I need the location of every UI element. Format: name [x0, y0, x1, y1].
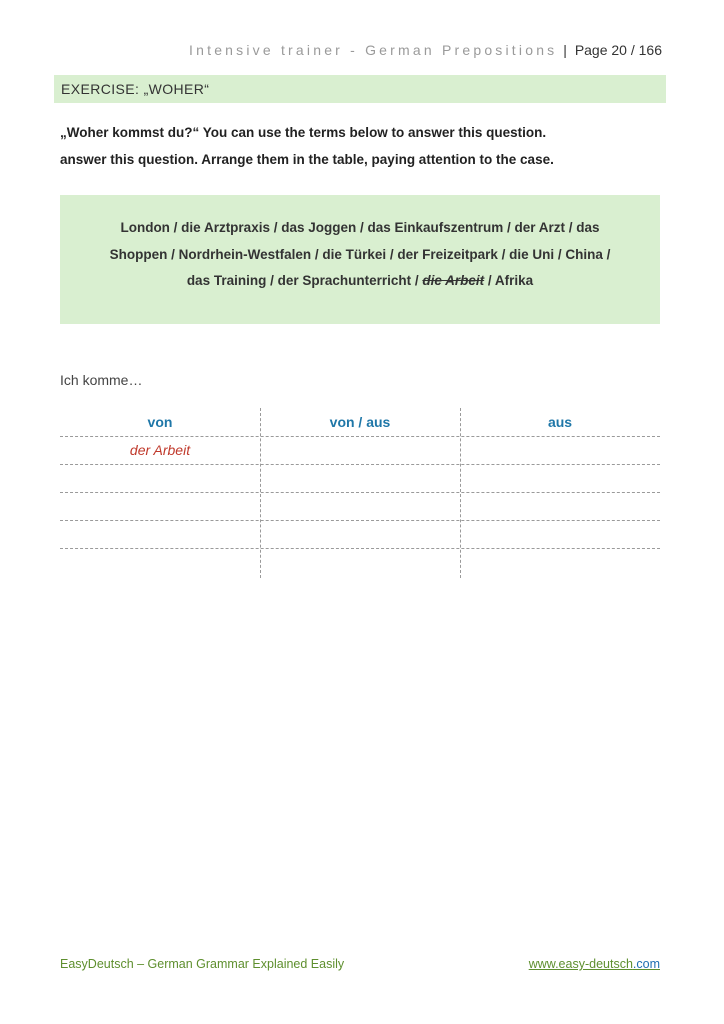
- header-separator: |: [563, 42, 567, 58]
- word-bank-line-1: London / die Arztpraxis / das Joggen / das Einkaufszentrum / der Arzt / das: [120, 220, 600, 235]
- footer-url-main: www.easy-deutsch: [528, 957, 633, 971]
- footer-url-tld: .com: [632, 957, 660, 971]
- word-bank-line-3: [60, 268, 660, 295]
- instruction-text: [60, 119, 660, 173]
- footer-tagline: EasyDeutsch – German Grammar Explained Easily: [60, 957, 345, 971]
- row-line: [60, 464, 660, 465]
- row-line: [60, 548, 660, 549]
- word-bank-line-2: Shoppen / Nordrhein-Westfalen / die Türkei / der Freizeitpark / die Uni / China /: [109, 246, 611, 262]
- column-header-aus: aus: [547, 414, 573, 430]
- column-header-von: von: [147, 414, 173, 430]
- word-bank-text: [60, 215, 660, 295]
- footer-website-link[interactable]: [529, 957, 660, 971]
- row-line: [60, 492, 660, 493]
- column-divider: [460, 408, 461, 578]
- instruction-line-2: answer this question. Arrange them in the table, paying attention to the case.: [60, 152, 554, 167]
- page-header: [189, 42, 662, 58]
- word-bank-line-3-end: / Afrika: [484, 273, 534, 288]
- instruction-line-1: „Woher kommst du?“ You can use the terms below to answer this question.: [60, 125, 547, 140]
- row-line: [60, 520, 660, 521]
- answer-prompt: Ich komme…: [60, 372, 143, 388]
- word-bank-line-3-start: das Training / der Sprachunterricht /: [186, 273, 423, 288]
- document-title: Intensive trainer - German Prepositions: [189, 42, 558, 58]
- column-divider: [260, 408, 261, 578]
- exercise-title: EXERCISE: „WOHER“: [61, 81, 210, 97]
- page-number: Page 20 / 166: [574, 42, 662, 58]
- struck-word: die Arbeit: [422, 273, 485, 288]
- word-bank: [60, 195, 660, 324]
- answer-cell-r1-c3[interactable]: [461, 437, 660, 464]
- answer-cell-r1-c2[interactable]: [261, 437, 460, 464]
- exercise-title-bar: [54, 75, 666, 103]
- column-header-von-aus: von / aus: [329, 414, 391, 430]
- example-answer-cell: der Arbeit: [129, 442, 191, 458]
- answer-table: [60, 408, 660, 578]
